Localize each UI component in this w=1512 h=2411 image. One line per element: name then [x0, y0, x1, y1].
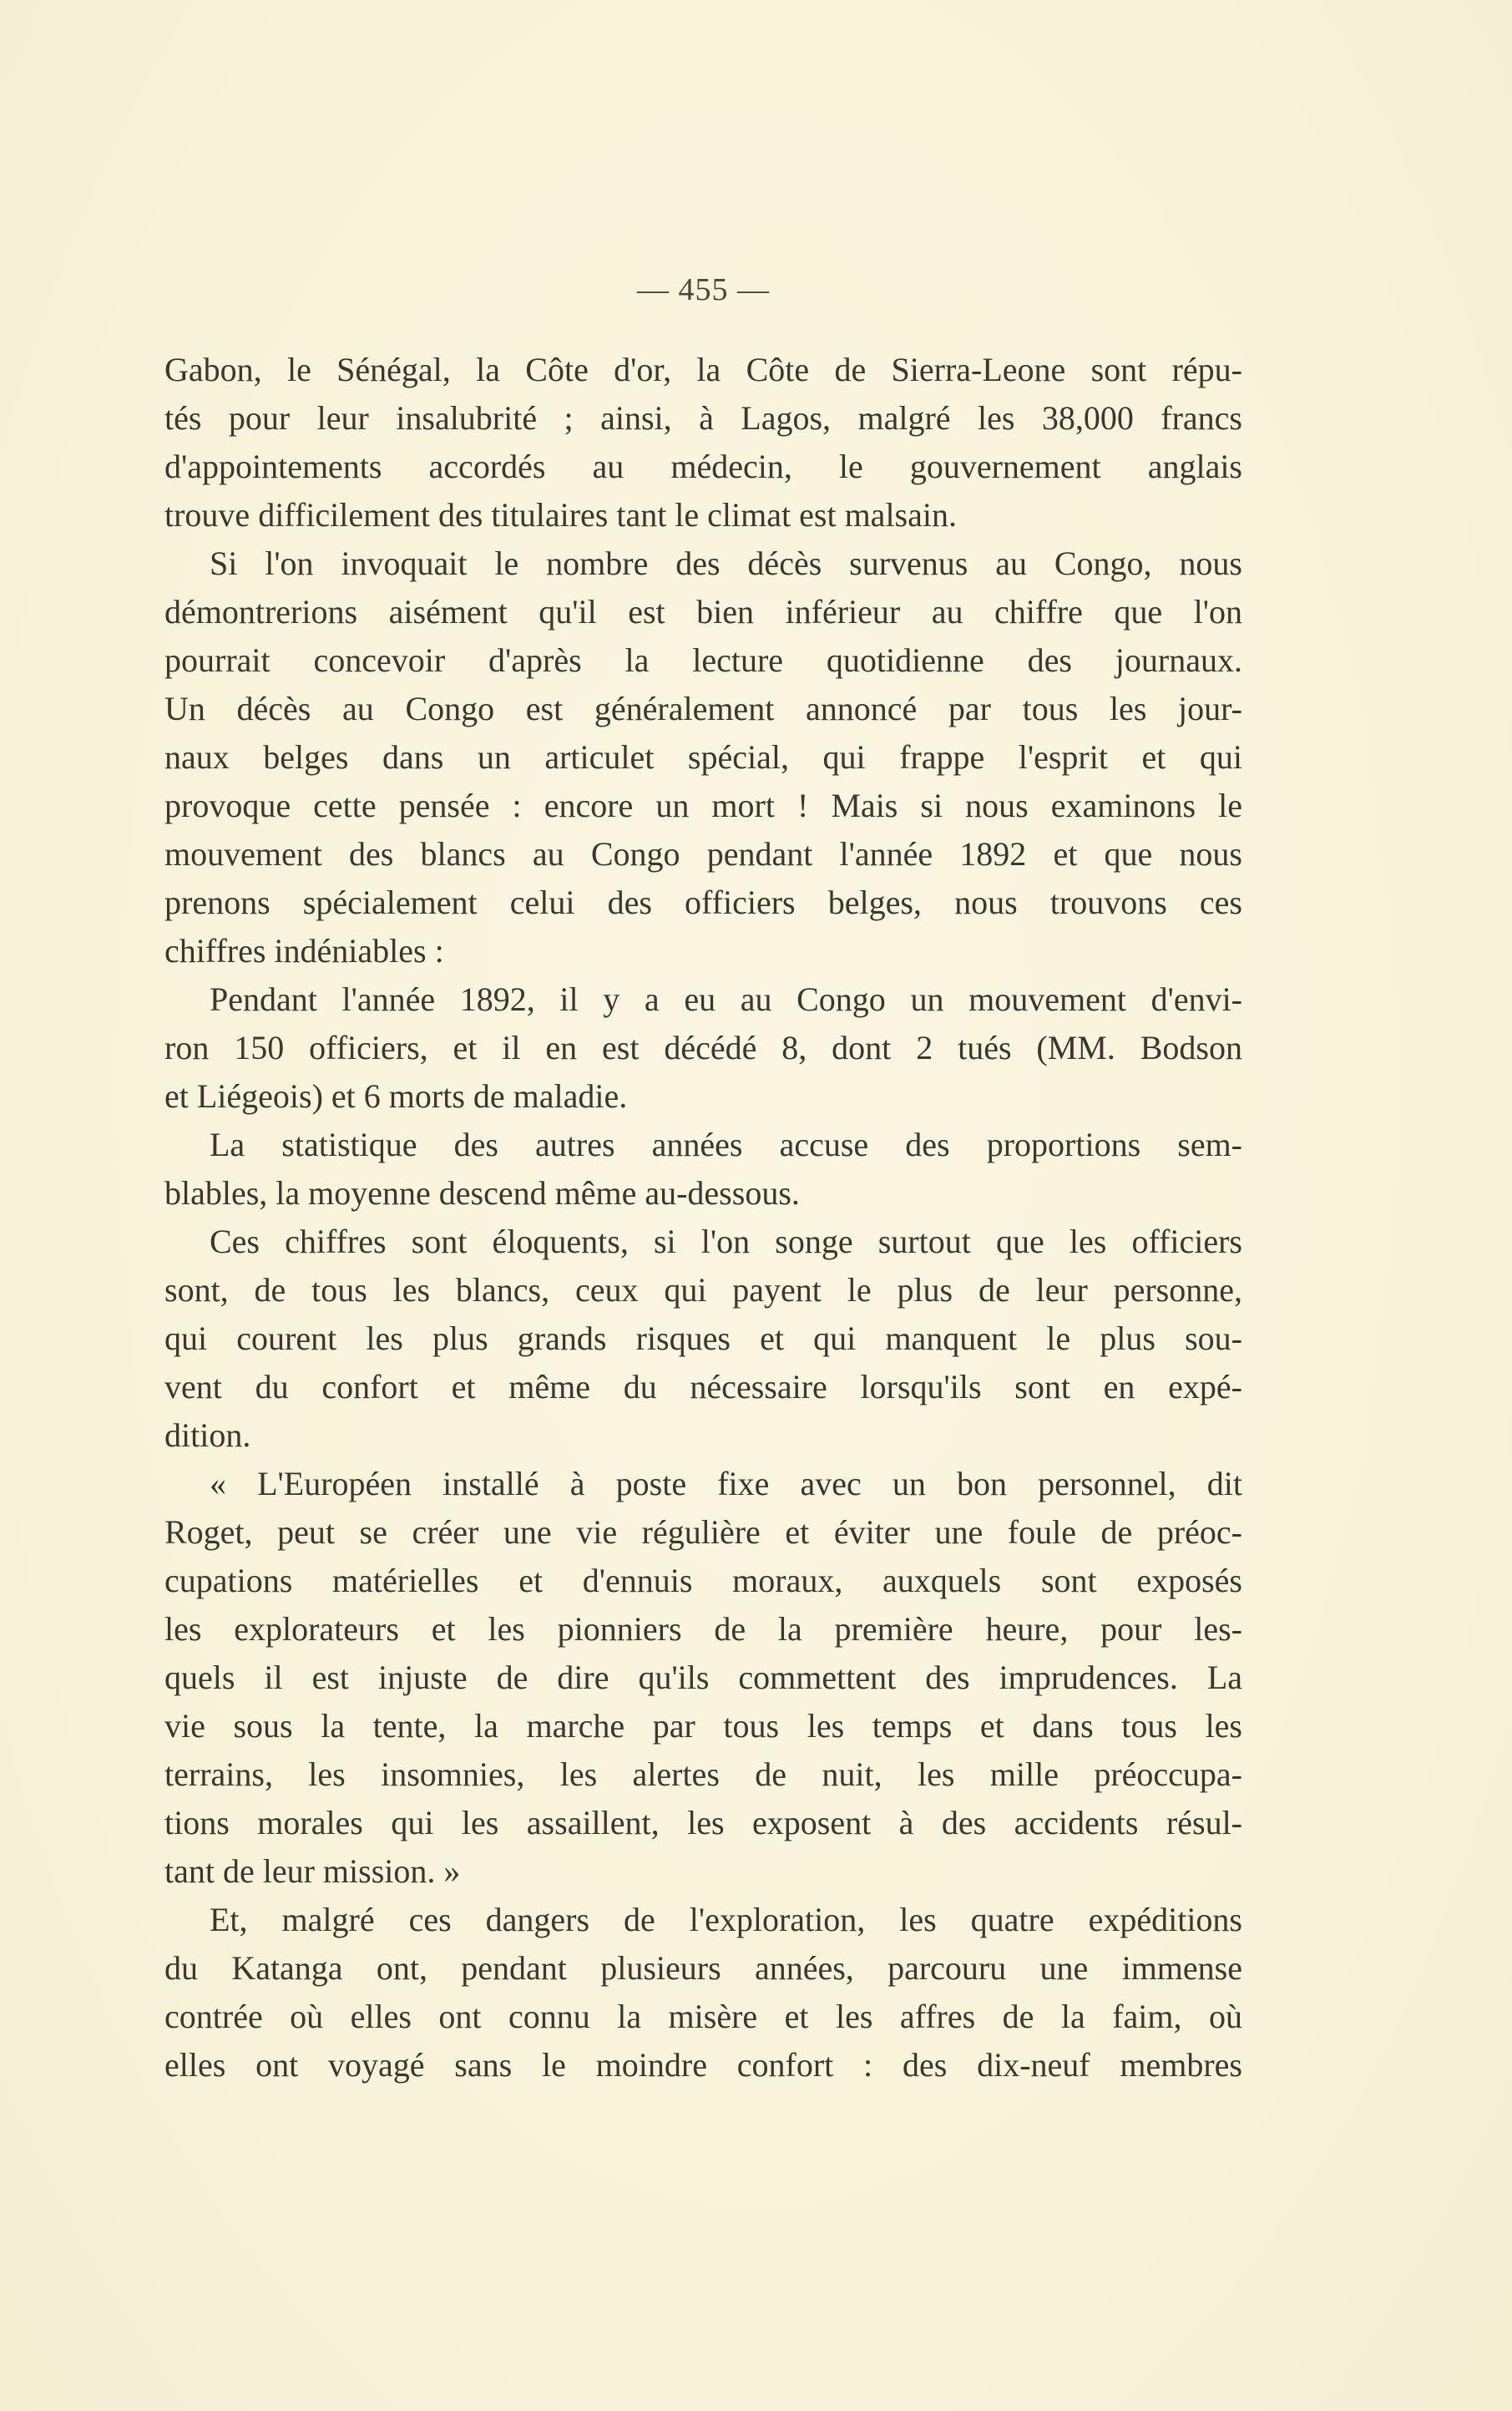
text-line: « L'Européen installé à poste fixe avec un bon personnel, dit [210, 1465, 1242, 1502]
text-line: vie sous la tente, la marche par tous les temps et dans tous les [164, 1707, 1242, 1745]
text-line: tions morales qui les assaillent, les exposent à des accidents résul- [164, 1804, 1242, 1841]
text-line: les explorateurs et les pionniers de la première heure, pour les- [164, 1610, 1242, 1648]
text-line: Roget, peut se créer une vie régulière et éviter une foule de préoc- [164, 1513, 1242, 1551]
text-line: ron 150 officiers, et il en est décédé 8, dont 2 tués (MM. Bodson [164, 1029, 1242, 1066]
text-line: La statistique des autres années accuse des proportions sem- [210, 1126, 1242, 1163]
text-line: cupations matérielles et d'ennuis moraux, auxquels sont exposés [164, 1562, 1242, 1599]
text-line: Un décès au Congo est généralement annoncé par tous les jour- [164, 690, 1242, 727]
text-line: d'appointements accordés au médecin, le gouvernement anglais [164, 448, 1242, 485]
text-line: chiffres indéniables : [164, 932, 444, 970]
paragraph [164, 539, 1242, 975]
paragraph [164, 975, 1242, 1121]
text-line: et Liégeois) et 6 morts de maladie. [164, 1077, 628, 1115]
paragraph [164, 1896, 1242, 2089]
paragraph [164, 346, 1242, 539]
body-text [164, 346, 1242, 2089]
text-line: terrains, les insomnies, les alertes de nuit, les mille préoccupa- [164, 1755, 1242, 1793]
text-line: qui courent les plus grands risques et qui manquent le plus sou- [164, 1319, 1242, 1357]
text-line: blables, la moyenne descend même au-dessous. [164, 1174, 800, 1212]
text-line: du Katanga ont, pendant plusieurs années, parcouru une immense [164, 1949, 1242, 1987]
paragraph [164, 1218, 1242, 1460]
text-line: Et, malgré ces dangers de l'exploration, les quatre expéditions [210, 1901, 1242, 1938]
text-line: Si l'on invoquait le nombre des décès survenus au Congo, nous [210, 545, 1242, 582]
paragraph [164, 1121, 1242, 1218]
text-line: naux belges dans un articulet spécial, qui frappe l'esprit et qui [164, 738, 1242, 776]
quotation-paragraph [164, 1460, 1242, 1896]
text-line: quels il est injuste de dire qu'ils commettent des imprudences. La [164, 1659, 1242, 1696]
page-number: — 455 — [637, 272, 770, 307]
text-line: sont, de tous les blancs, ceux qui payent le plus de leur personne, [164, 1271, 1242, 1309]
text-line: Ces chiffres sont éloquents, si l'on songe surtout que les officiers [210, 1223, 1242, 1260]
text-line: trouve difficilement des titulaires tant le climat est malsain. [164, 496, 957, 534]
text-line: vent du confort et même du nécessaire lorsqu'ils sont en expé- [164, 1368, 1242, 1406]
text-line: contrée où elles ont connu la misère et les affres de la faim, où [164, 1998, 1242, 2035]
text-line: pourrait concevoir d'après la lecture quotidienne des journaux. [164, 641, 1242, 679]
text-line: tés pour leur insalubrité ; ainsi, à Lagos, malgré les 38,000 francs [164, 399, 1242, 437]
text-line: Gabon, le Sénégal, la Côte d'or, la Côte de Sierra-Leone sont répu- [164, 351, 1242, 388]
text-line: prenons spécialement celui des officiers belges, nous trouvons ces [164, 884, 1242, 921]
text-line: dition. [164, 1416, 251, 1454]
text-line: mouvement des blancs au Congo pendant l'année 1892 et que nous [164, 835, 1242, 873]
text-line: elles ont voyagé sans le moindre confort : des dix-neuf membres [164, 2046, 1242, 2084]
text-line: Pendant l'année 1892, il y a eu au Congo un mouvement d'envi- [210, 980, 1242, 1018]
text-line: provoque cette pensée : encore un mort ! Mais si nous examinons le [164, 787, 1242, 824]
text-line: démontrerions aisément qu'il est bien inférieur au chiffre que l'on [164, 593, 1242, 631]
text-line: tant de leur mission. » [164, 1852, 461, 1890]
